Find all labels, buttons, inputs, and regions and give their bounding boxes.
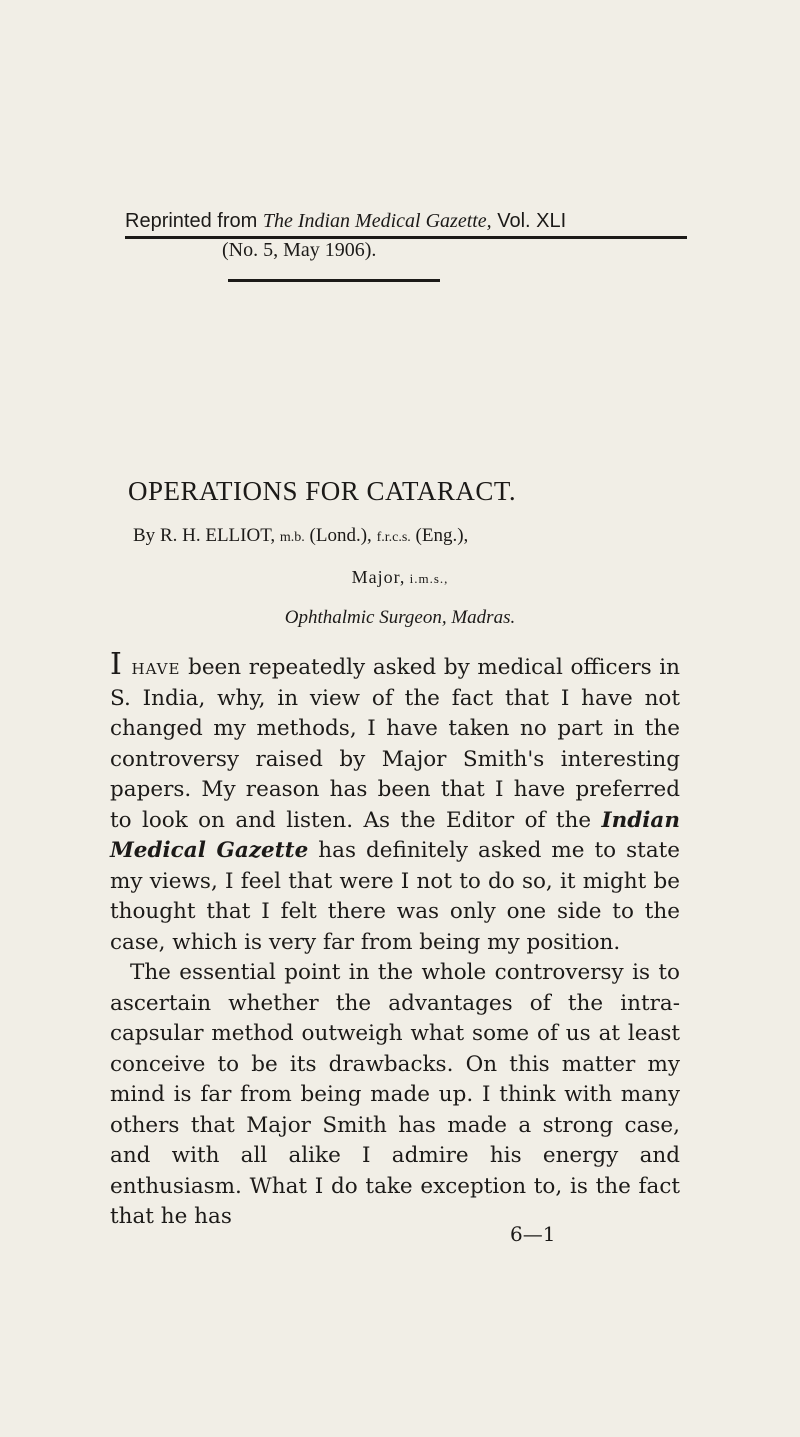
lead-initial: I bbox=[110, 647, 123, 682]
paragraph-1 bbox=[110, 647, 681, 958]
reprint-notice bbox=[125, 210, 566, 233]
author-post: Ophthalmic Surgeon, Madras. bbox=[284, 607, 516, 628]
degree-mb: m.b. bbox=[279, 530, 305, 545]
author-name: R. H. ELLIOT, bbox=[159, 525, 280, 546]
journal-reference: Indian Medical Gazette bbox=[110, 807, 680, 863]
issue-rule bbox=[228, 279, 440, 282]
degree-mb-place: (Lond.), bbox=[304, 525, 377, 546]
paragraph-1-text-b: has definitely asked me to state my views, I feel that were I not to do so, it might be thought that I felt there was only one side to the case, which is very far from being my position. bbox=[110, 838, 681, 955]
header-rule bbox=[125, 236, 687, 239]
paragraph-1-text-a: been repeatedly asked by medical officers in S. India, why, in view of the fact that I have not changed my methods, I have taken no part in the controversy raised by Major Smith's interesting papers. My reason has been that I have preferred to look on and listen. As the Editor of the bbox=[110, 655, 680, 833]
lead-rest: have bbox=[122, 655, 181, 680]
byline bbox=[133, 525, 468, 547]
reprint-prefix: Reprinted from bbox=[125, 210, 263, 232]
degree-frcs-place: (Eng.), bbox=[410, 525, 469, 546]
byline-by: By bbox=[133, 525, 160, 546]
rank-word: Major, bbox=[351, 567, 406, 587]
article-body bbox=[110, 647, 681, 1233]
issue-line: (No. 5, May 1906). bbox=[222, 239, 377, 261]
rank-service: i.m.s., bbox=[405, 571, 449, 586]
article-title: OPERATIONS FOR CATARACT. bbox=[128, 476, 517, 506]
degree-frcs: f.r.c.s. bbox=[376, 530, 411, 545]
page-signature: 6—1 bbox=[510, 1222, 556, 1246]
paragraph-2: The essential point in the whole controversy is to ascertain whether the advantages of the intra-capsular method outweigh what some of us at least conceive to be its drawbacks. On this matter my mind is far from being made up. I think with many others that Major Smith has made a strong case, and with all alike I admire his energy and enthusiasm. What I do take exception to, is the fact that he has bbox=[110, 960, 680, 1229]
volume-label: Vol. XLI bbox=[491, 210, 567, 232]
author-rank bbox=[0, 567, 800, 588]
journal-name: The Indian Medical Gazette, bbox=[262, 210, 492, 232]
lead-in bbox=[110, 647, 181, 682]
